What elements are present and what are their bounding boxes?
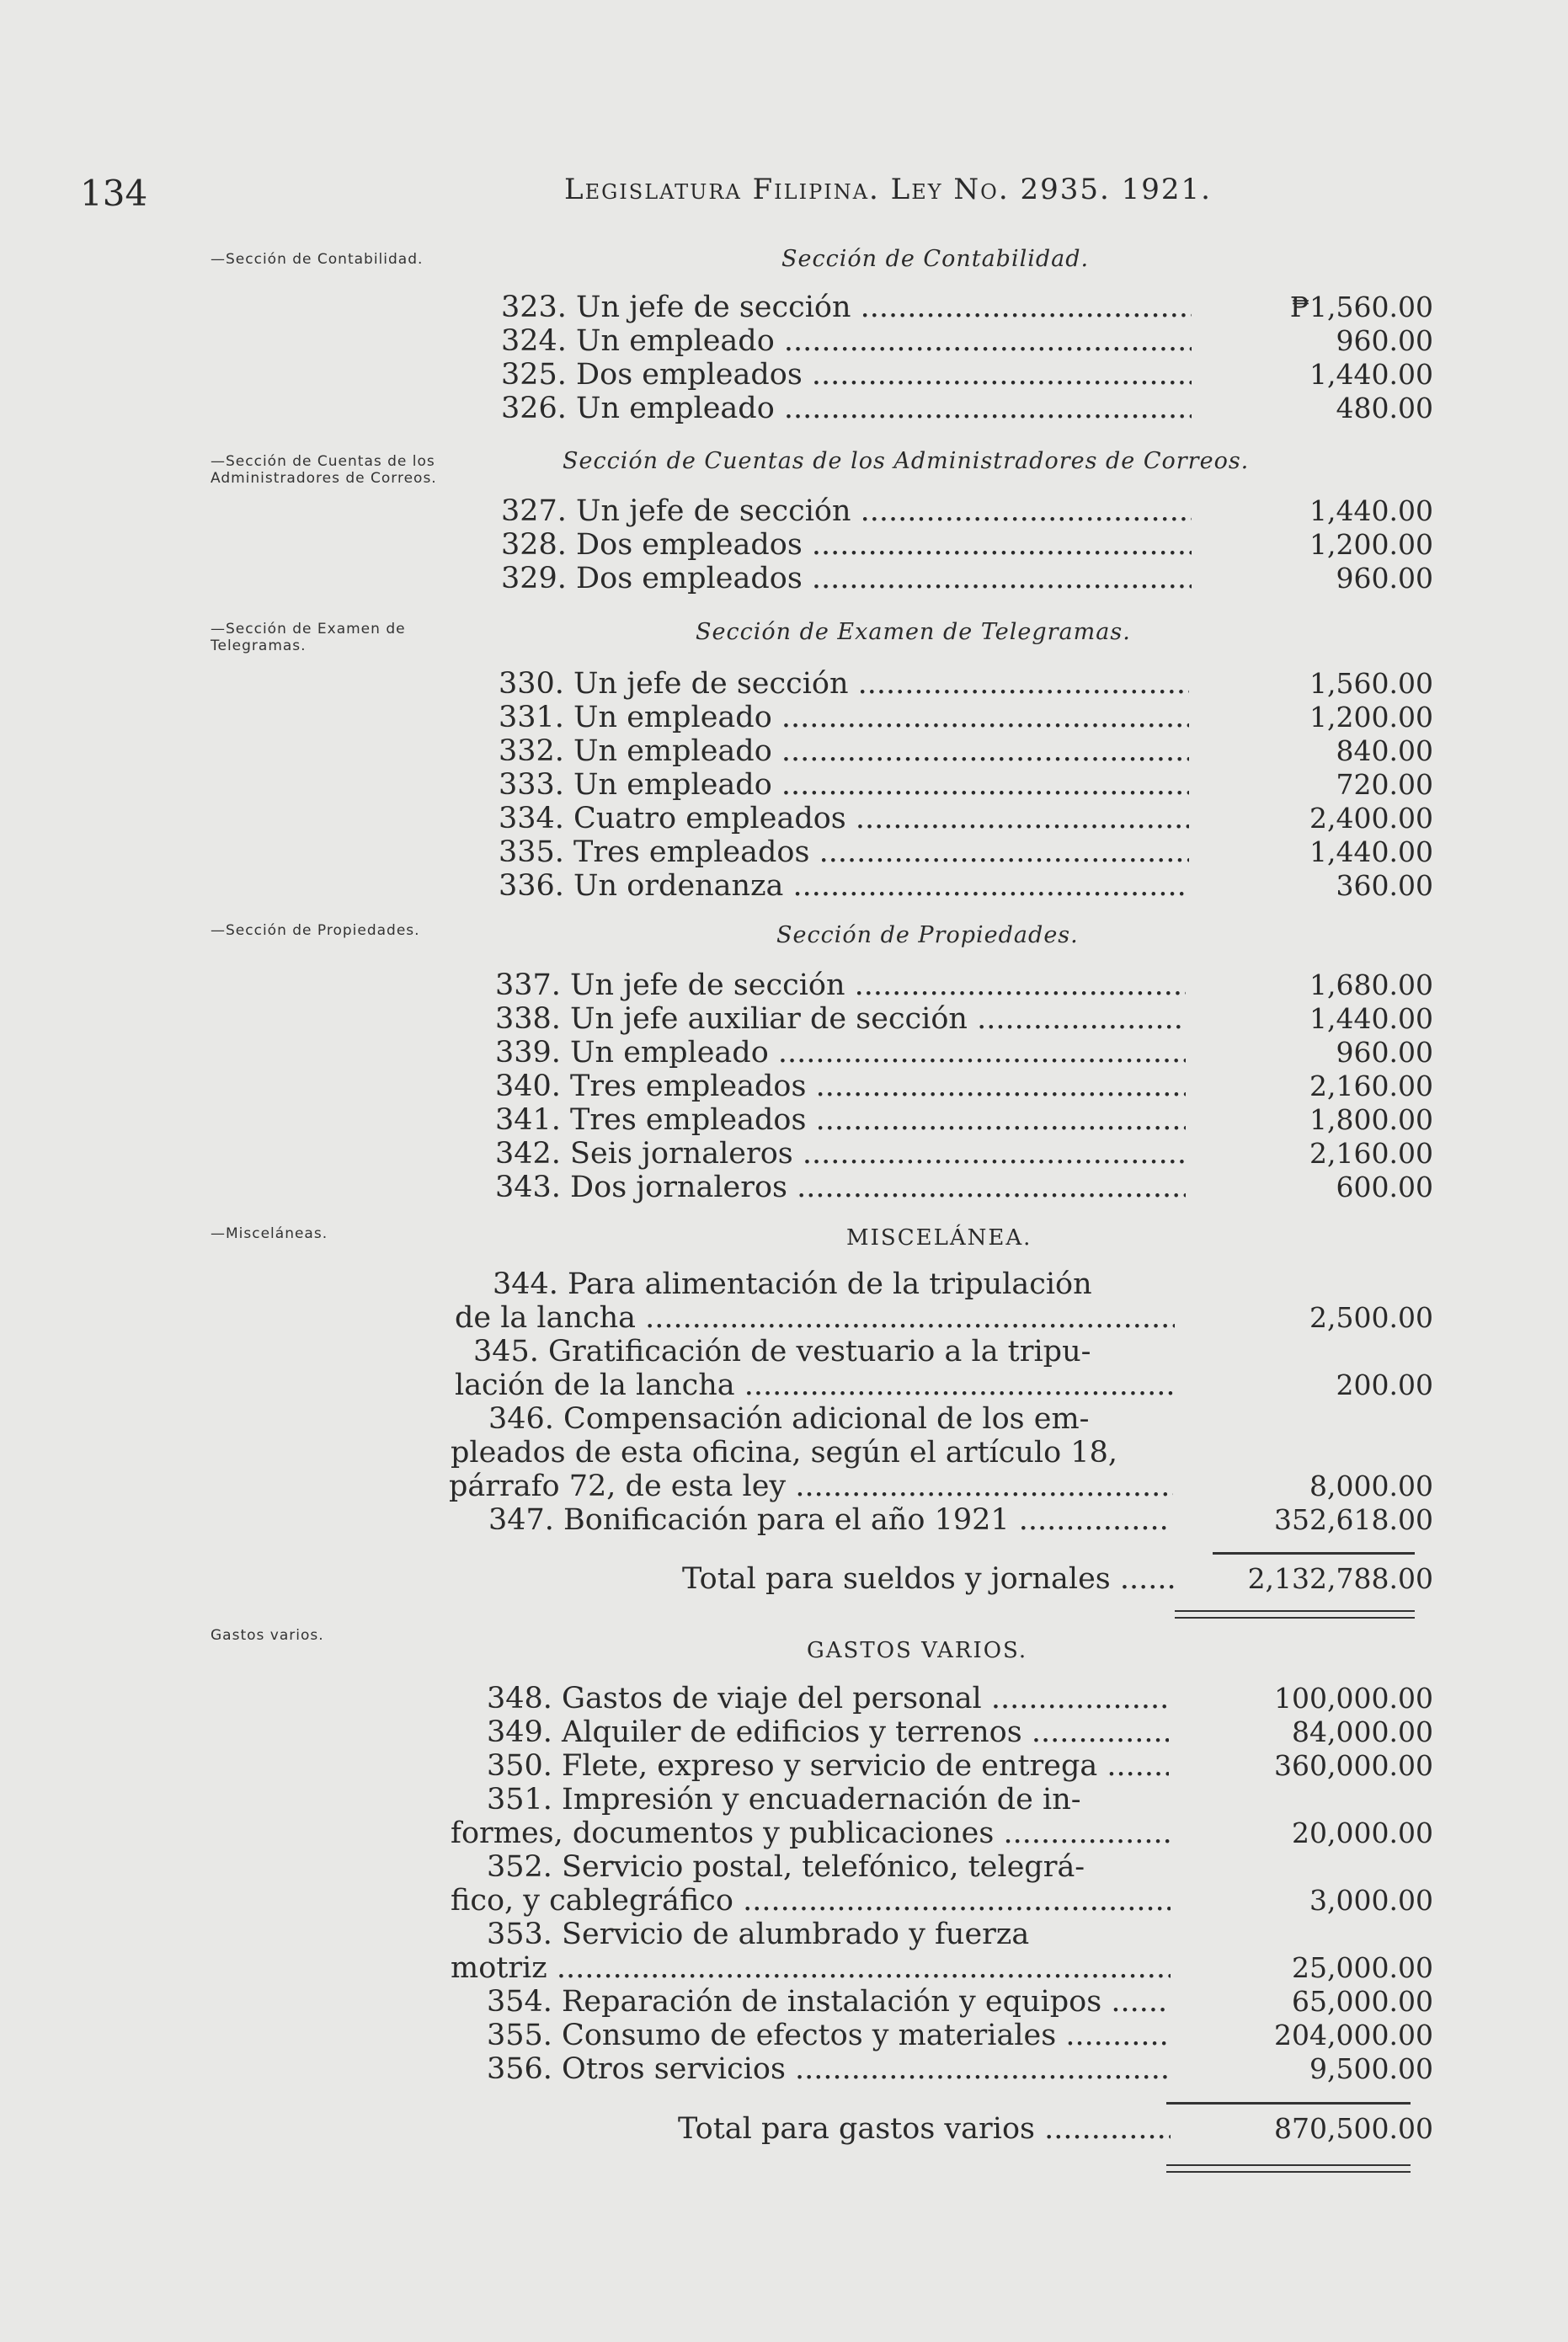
list-item: 327. Un jefe de sección ..... 1,440.00 bbox=[0, 494, 1568, 528]
list-item: de la lancha ..... 2,500.00 bbox=[0, 1301, 1568, 1335]
margin-note-propiedades: —Sección de Propiedades. bbox=[211, 922, 420, 939]
list-item: 326. Un empleado ..... 480.00 bbox=[0, 392, 1568, 425]
list-item: 349. Alquiler de edificios y terrenos ..... 84,000.00 bbox=[0, 1715, 1568, 1749]
list-item: 335. Tres empleados ..... 1,440.00 bbox=[0, 835, 1568, 869]
list-item: 323. Un jefe de sección ..... ₱1,560.00 bbox=[0, 291, 1568, 324]
margin-note-contabilidad: —Sección de Contabilidad. bbox=[211, 251, 424, 268]
section-title-telegramas: Sección de Examen de Telegramas. bbox=[696, 619, 1131, 645]
list-item: 331. Un empleado ..... 1,200.00 bbox=[0, 701, 1568, 734]
list-item: 330. Un jefe de sección ..... 1,560.00 bbox=[0, 667, 1568, 701]
gastos-line: 352. Servicio postal, telefónico, telegrá- bbox=[487, 1850, 1085, 1884]
gastos-line: 353. Servicio de alumbrado y fuerza bbox=[487, 1918, 1030, 1951]
misc-line: 346. Compensación adicional de los em- bbox=[488, 1402, 1090, 1436]
list-item: lación de la lancha ..... 200.00 bbox=[0, 1368, 1568, 1402]
list-item: 354. Reparación de instalación y equipos ..... 65,000.00 bbox=[0, 1985, 1568, 2019]
double-rule-bottom bbox=[1166, 2171, 1411, 2173]
list-item: 356. Otros servicios ..... 9,500.00 bbox=[0, 2052, 1568, 2086]
list-item: motriz ..... 25,000.00 bbox=[0, 1951, 1568, 1985]
list-item: 325. Dos empleados ..... 1,440.00 bbox=[0, 358, 1568, 392]
list-item: 348. Gastos de viaje del personal ..... 100,000.00 bbox=[0, 1682, 1568, 1715]
section-title-miscelanea: MISCELÁNEA. bbox=[846, 1225, 1032, 1251]
list-item: 329. Dos empleados ..... 960.00 bbox=[0, 562, 1568, 595]
list-item: 334. Cuatro empleados ..... 2,400.00 bbox=[0, 802, 1568, 835]
margin-note-miscelanea: —Misceláneas. bbox=[211, 1225, 328, 1242]
double-rule-top bbox=[1175, 1610, 1415, 1612]
list-item: párrafo 72, de esta ley ..... 8,000.00 bbox=[0, 1470, 1568, 1503]
double-rule-top bbox=[1166, 2164, 1411, 2166]
list-item: 341. Tres empleados ..... 1,800.00 bbox=[0, 1103, 1568, 1137]
list-item: 337. Un jefe de sección ..... 1,680.00 bbox=[0, 968, 1568, 1002]
section-title-contabilidad: Sección de Contabilidad. bbox=[781, 246, 1090, 272]
page-number: 134 bbox=[80, 173, 148, 214]
list-item: 339. Un empleado ..... 960.00 bbox=[0, 1036, 1568, 1070]
running-title: Legislatura Filipina. Ley No. 2935. 1921. bbox=[564, 173, 1212, 206]
total-rule bbox=[1213, 1552, 1415, 1555]
misc-line: pleados de esta oficina, según el artículo 18, bbox=[451, 1436, 1117, 1470]
list-item: 350. Flete, expreso y servicio de entrega ..... 360,000.00 bbox=[0, 1749, 1568, 1783]
total-row: Total para gastos varios ..... 870,500.00 bbox=[0, 2112, 1568, 2146]
list-item: 338. Un jefe auxiliar de sección ..... 1,440.00 bbox=[0, 1002, 1568, 1036]
list-item: fico, y cablegráfico ..... 3,000.00 bbox=[0, 1884, 1568, 1918]
list-item: 324. Un empleado ..... 960.00 bbox=[0, 324, 1568, 358]
margin-note-gastos: Gastos varios. bbox=[211, 1627, 324, 1644]
list-item: 328. Dos empleados ..... 1,200.00 bbox=[0, 528, 1568, 562]
list-item: formes, documentos y publicaciones ..... 20,000.00 bbox=[0, 1817, 1568, 1850]
list-item: 340. Tres empleados ..... 2,160.00 bbox=[0, 1070, 1568, 1103]
section-title-propiedades: Sección de Propiedades. bbox=[776, 922, 1079, 948]
misc-line: 344. Para alimentación de la tripulación bbox=[493, 1267, 1092, 1301]
list-item: 347. Bonificación para el año 1921 ..... 352,618.00 bbox=[0, 1503, 1568, 1537]
total-row: Total para sueldos y jornales ..... 2,132,788.00 bbox=[0, 1562, 1568, 1596]
margin-note-cuentas: —Sección de Cuentas de los Administradores de Correos. bbox=[211, 453, 437, 487]
section-title-gastos: GASTOS VARIOS. bbox=[807, 1638, 1028, 1663]
section-title-cuentas: Sección de Cuentas de los Administradores de Correos. bbox=[563, 448, 1250, 474]
misc-line: 345. Gratificación de vestuario a la tripu- bbox=[473, 1335, 1091, 1368]
list-item: 342. Seis jornaleros ..... 2,160.00 bbox=[0, 1137, 1568, 1171]
list-item: 332. Un empleado ..... 840.00 bbox=[0, 734, 1568, 768]
list-item: 343. Dos jornaleros ..... 600.00 bbox=[0, 1171, 1568, 1204]
gastos-line: 351. Impresión y encuadernación de in- bbox=[487, 1783, 1081, 1817]
list-item: 336. Un ordenanza ..... 360.00 bbox=[0, 869, 1568, 903]
double-rule-bottom bbox=[1175, 1617, 1415, 1619]
list-item: 355. Consumo de efectos y materiales ..... 204,000.00 bbox=[0, 2019, 1568, 2052]
list-item: 333. Un empleado ..... 720.00 bbox=[0, 768, 1568, 802]
margin-note-telegramas: —Sección de Examen de Telegramas. bbox=[211, 621, 406, 654]
total-rule bbox=[1166, 2102, 1411, 2105]
